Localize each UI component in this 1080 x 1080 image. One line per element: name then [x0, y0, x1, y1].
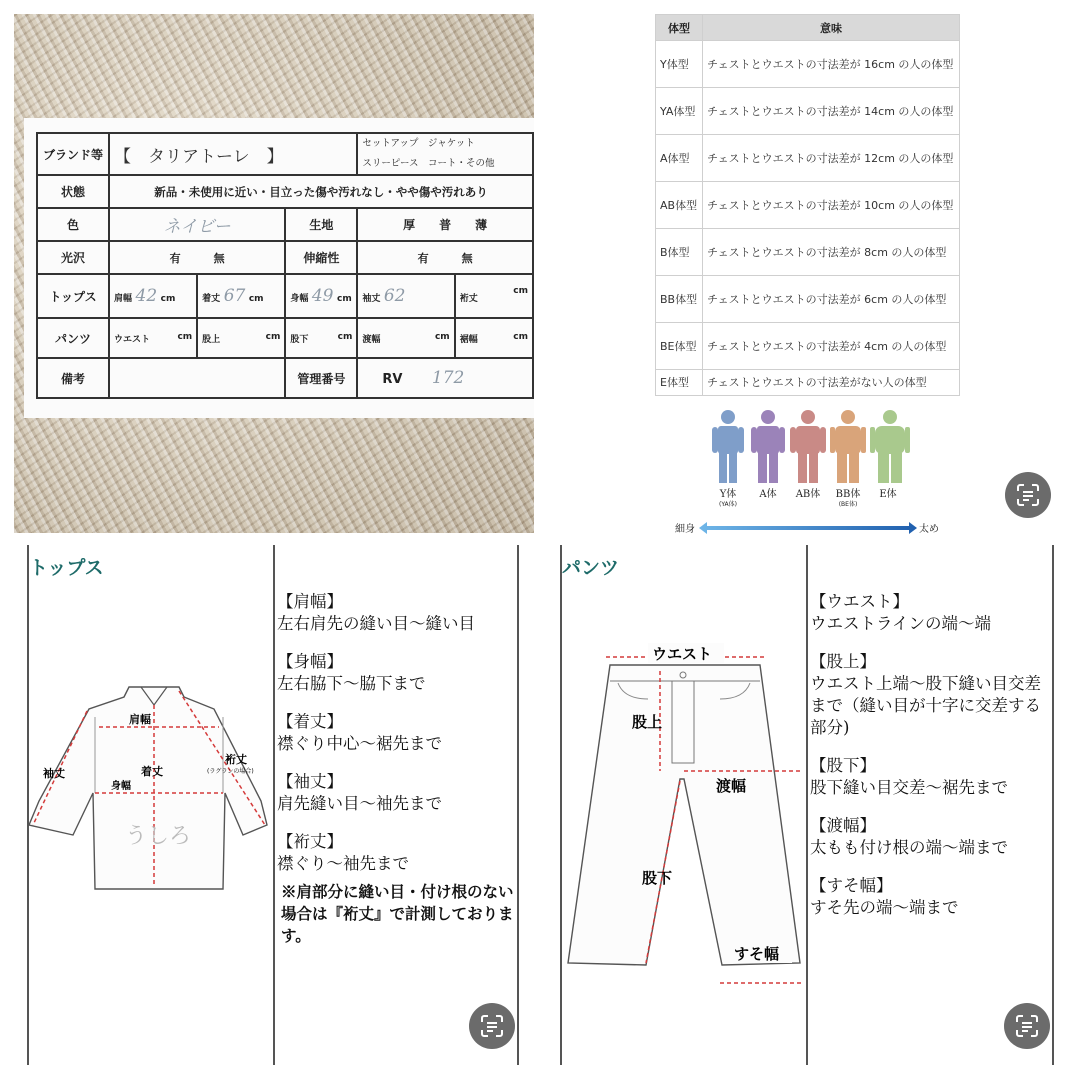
body-type-cell: YA体型	[656, 88, 703, 135]
gloss-value: 有 無	[109, 241, 285, 274]
color-value: ネイビー	[109, 208, 285, 241]
divider	[517, 545, 519, 1065]
body-type-panel	[655, 14, 1067, 533]
body-type-meaning: チェストとウエストの寸法差が 16cm の人の体型	[703, 41, 960, 88]
guide-item: 【袖丈】 肩先縫い目〜袖先まで	[277, 772, 442, 813]
tops-cell: 着丈 67 cm	[197, 274, 285, 318]
guide-item: 【渡幅】 太もも付け根の端〜端まで	[810, 816, 1008, 857]
pants-title: パンツ	[562, 557, 620, 579]
tops-cell: 身幅 49 cm	[285, 274, 357, 318]
person-icon	[710, 409, 746, 483]
brand-options-1: セットアップ ジャケット	[362, 138, 475, 149]
tops-value: 62	[383, 286, 406, 306]
figure-bb	[830, 409, 866, 508]
color-label: 色	[37, 208, 109, 241]
body-type-meaning: チェストとウエストの寸法差が 4cm の人の体型	[703, 323, 960, 370]
scan-text-button[interactable]	[1004, 1003, 1050, 1049]
mgmt-number: 172	[431, 368, 465, 388]
guide-item: 【身幅】 左右脇下〜脇下まで	[277, 652, 426, 693]
brand-value: 【 タリアトーレ 】	[114, 146, 284, 167]
body-type-cell: BE体型	[656, 323, 703, 370]
diagram-hem-label: すそ幅	[734, 945, 780, 963]
guide-item: 【ウエスト】 ウエストラインの端〜端	[810, 592, 992, 633]
pants-cell: ウエスト cm	[109, 318, 197, 358]
divider	[273, 545, 275, 1065]
tops-title: トップス	[29, 557, 104, 579]
diagram-length-label: 着丈	[141, 765, 163, 778]
pants-cell: 股下 cm	[285, 318, 357, 358]
figure-a	[750, 409, 786, 500]
tops-cell: 裄丈 cm	[455, 274, 533, 318]
tops-label: トップス	[37, 274, 109, 318]
guide-item: 【すそ幅】 すそ先の端〜端まで	[810, 876, 959, 917]
pants-label: パンツ	[37, 318, 109, 358]
person-icon	[830, 409, 866, 483]
body-type-meaning: チェストとウエストの寸法差が 14cm の人の体型	[703, 88, 960, 135]
tops-value: 67	[223, 286, 246, 306]
spec-card	[24, 118, 534, 418]
guide-item: 【股下】 股下縫い目交差〜裾先まで	[810, 756, 1008, 797]
pants-guide-text	[810, 591, 1054, 935]
figure-sublabel: (BE体)	[838, 501, 858, 508]
scale-right-label: 太め	[919, 524, 939, 535]
diagram-rise-label: 股上	[632, 713, 663, 731]
body-scale	[655, 520, 1067, 536]
tops-guide	[27, 545, 535, 1065]
pants-cell: 裾幅 cm	[455, 318, 533, 358]
body-type-cell: AB体型	[656, 182, 703, 229]
diagram-waist-label: ウエスト	[652, 645, 713, 663]
tops-cell: 袖丈 62	[357, 274, 454, 318]
scan-text-icon	[1016, 483, 1040, 507]
scan-text-button[interactable]	[1005, 472, 1051, 518]
tops-value: 42	[135, 286, 158, 306]
scan-text-icon	[1015, 1014, 1039, 1038]
guide-item: 【肩幅】 左右肩先の縫い目〜縫い目	[277, 592, 475, 633]
scan-text-icon	[480, 1014, 504, 1038]
spec-card-photo	[14, 14, 534, 533]
stretch-value: 有 無	[357, 241, 533, 274]
scan-text-button[interactable]	[469, 1003, 515, 1049]
guide-item: 【裄丈】 襟ぐり〜袖先まで	[277, 832, 409, 873]
stretch-label: 伸縮性	[285, 241, 357, 274]
jacket-diagram	[29, 675, 273, 895]
diagram-yuki-note: (ラグランの場合)	[207, 768, 254, 775]
body-type-cell: E体型	[656, 370, 703, 396]
mgmt-label: 管理番号	[285, 358, 357, 398]
guide-item: 【股上】 ウエスト上端〜股下縫い目交差まで（縫い目が十字に交差する部分)	[810, 652, 1041, 737]
diagram-chest-label: 身幅	[111, 781, 131, 792]
header-meaning: 意味	[703, 15, 960, 41]
diagram-shoulder-label: 肩幅	[129, 713, 151, 726]
tops-cell: 肩幅 42 cm	[109, 274, 197, 318]
body-type-table	[655, 14, 960, 396]
pants-cell: 渡幅 cm	[357, 318, 454, 358]
condition-value: 新品・未使用に近い・目立った傷や汚れなし・やや傷や汚れあり	[109, 175, 533, 208]
fabric-value: 厚 普 薄	[357, 208, 533, 241]
figure-label: Y体	[719, 489, 737, 500]
spec-table	[36, 132, 534, 399]
fabric-label: 生地	[285, 208, 357, 241]
figure-e	[870, 409, 906, 500]
diagram-back-label: うしろ	[125, 824, 192, 849]
figure-label: AB体	[795, 489, 821, 500]
figure-label: BB体	[835, 489, 861, 500]
notes-value	[109, 358, 285, 398]
brand-label: ブランド等	[37, 133, 109, 175]
scale-left-label: 細身	[675, 524, 695, 535]
body-type-meaning: チェストとウエストの寸法差が 12cm の人の体型	[703, 135, 960, 182]
guide-note: ※肩部分に縫い目・付け根のない場合は『裄丈』で計測しております。	[281, 882, 514, 945]
diagram-thigh-label: 渡幅	[716, 777, 747, 795]
notes-label: 備考	[37, 358, 109, 398]
body-type-cell: BB体型	[656, 276, 703, 323]
body-type-cell: Y体型	[656, 41, 703, 88]
figure-label: E体	[879, 489, 897, 500]
figure-sublabel: (YA体)	[719, 501, 737, 508]
mgmt-prefix: RV	[382, 372, 403, 387]
double-arrow-icon	[699, 522, 917, 534]
pants-guide	[560, 545, 1068, 1065]
body-type-meaning: チェストとウエストの寸法差が 10cm の人の体型	[703, 182, 960, 229]
pants-cell: 股上 cm	[197, 318, 285, 358]
diagram-inseam-label: 股下	[642, 869, 673, 887]
figure-ab	[790, 409, 826, 500]
body-type-meaning: チェストとウエストの寸法差が 6cm の人の体型	[703, 276, 960, 323]
body-type-figures	[710, 409, 920, 529]
diagram-sleeve-label: 袖丈	[43, 767, 65, 780]
pants-diagram	[564, 637, 808, 997]
body-type-cell: A体型	[656, 135, 703, 182]
gloss-label: 光沢	[37, 241, 109, 274]
figure-label: A体	[759, 489, 777, 500]
body-type-meaning: チェストとウエストの寸法差がない人の体型	[703, 370, 960, 396]
body-type-cell: B体型	[656, 229, 703, 276]
person-icon	[750, 409, 786, 483]
tops-value: 49	[311, 286, 334, 306]
figure-y	[710, 409, 746, 508]
diagram-yuki-label: 裄丈	[225, 753, 247, 766]
condition-label: 状態	[37, 175, 109, 208]
person-icon	[870, 409, 910, 483]
person-icon	[790, 409, 826, 483]
tops-guide-text	[277, 591, 517, 947]
body-type-meaning: チェストとウエストの寸法差が 8cm の人の体型	[703, 229, 960, 276]
guide-item: 【着丈】 襟ぐり中心〜裾先まで	[277, 712, 442, 753]
divider	[560, 545, 562, 1065]
header-type: 体型	[656, 15, 703, 41]
brand-options-2: スリーピース コート・その他	[362, 158, 495, 169]
